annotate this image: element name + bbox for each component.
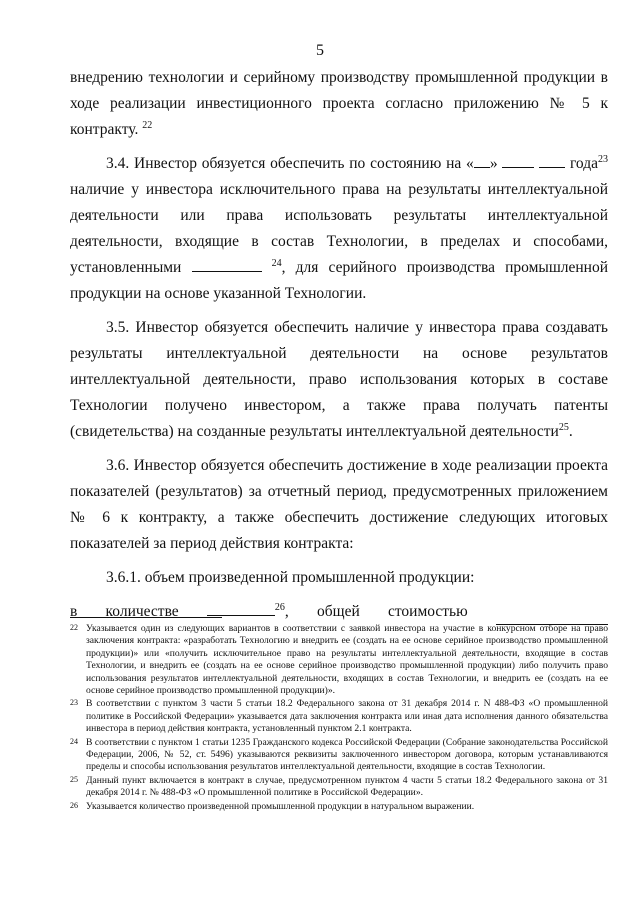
qty-word-kolichestve: количестве — [105, 603, 179, 620]
day-blank — [474, 153, 490, 168]
paragraph-continuation — [70, 65, 608, 143]
footnote-22 — [70, 623, 608, 697]
p35-text: 3.5. Инвестор обязуется обеспечить наличие у инвестора права создавать результаты интеллектуальной деятельности на основе результатов интеллектуальной деятельности, право использования которых в составе Технологии получено инвестором, а также права получать патенты (свидетельства) на созданные результаты интеллектуальной деятельности — [70, 319, 608, 440]
footnote-26 — [70, 801, 608, 813]
footnote-mark: 25 — [70, 774, 78, 784]
footnote-mark: 24 — [70, 736, 78, 746]
footnote-ref-24: 24 — [271, 257, 282, 269]
footnote-separator — [70, 617, 222, 618]
p34-text-d: наличие у инвестора исключительного права на результаты интеллектуальной деятельности или права использовать результаты интеллектуальной деятельности, входящие в состав Технологии, в пределах и способами, установленными — [70, 181, 608, 276]
qty-word-v: в — [70, 603, 78, 620]
paragraph-3-5: 3.5. Инвестор обязуется обеспечить наличие у инвестора права создавать результаты интеллектуальной деятельности на основе результатов интеллектуальной деятельности, право использования которых в составе Технологии получено инвестором, а также права получать патенты (свидетельства) на созданные результаты интеллектуальной деятельности$^{25}$. — [70, 319, 608, 440]
contract-details-blank — [192, 257, 262, 272]
footnote-25 — [70, 775, 608, 800]
footnote-mark: 26 — [70, 800, 78, 810]
footnote-text: В соответствии с пунктом 3 части 5 статьи 18.2 Федерального закона от 31 декабря 2014 г. N 488-ФЗ «О промышленной политике в Российской Федерации» указывается дата заключения контракта или иная дата исполнения данного обязательства инвестора в период действия контракта, установленный пунктом 2.1 контракта. — [86, 698, 608, 735]
qty-word-stoimostyu: стоимостью — [387, 603, 468, 620]
qty-amount-group: $^{26}$, — [207, 599, 289, 625]
footnote-24 — [70, 737, 608, 774]
footnote-text: Указывается количество произведенной промышленной продукции в натуральном выражении. — [86, 800, 475, 812]
qty-word-obshchei: общей — [317, 603, 360, 620]
month-blank — [502, 153, 534, 168]
footnotes — [70, 623, 608, 814]
footnote-ref-23: 23 — [598, 153, 608, 165]
footnote-ref-22: 22 — [142, 119, 153, 131]
footnote-23 — [70, 698, 608, 735]
year-blank — [539, 153, 565, 168]
paragraph-3-6: 3.6. Инвестор обязуется обеспечить достижение в ходе реализации проекта показателей (результатов) за отчетный период, предусмотренных приложением № 6 к контракту, а также обеспечить достижение следующих итоговых показателей за период действия контракта: — [70, 457, 608, 552]
quantity-line — [70, 599, 608, 625]
footnote-text: Данный пункт включается в контракт в случае, предусмотренном пунктом 4 части 5 статьи 18.2 Федерального закона от 31 декабря 2014 г. № 488-ФЗ «О промышленной политике в Российской Федерации». — [86, 774, 608, 799]
continuation-text: внедрению технологии и серийному производству промышленной продукции в ходе реализации инвестиционного проекта согласно приложению № 5 к контракту. — [70, 69, 608, 138]
paragraph-3-6-1: 3.6.1. объем произведенной промышленной продукции: — [106, 569, 475, 586]
p34-text-b: » — [489, 155, 498, 172]
quantity-blank — [207, 601, 275, 616]
paragraph-3-4 — [70, 151, 608, 307]
footnote-ref-26: 26 — [274, 601, 285, 613]
footnote-text: Указывается один из следующих вариантов в соответствии с заявкой инвестора на участие в конкурсном отборе на право заключения контракта: «разработать Технологию и внедрить ее (создать на ее основе серийное производство промышленной продукции)» или «получить исключительное право на результаты интеллектуальной деятельности, входящие в состав Технологии, и внедрить ее (создать на ее основе серийное производство промышленной продукции) либо получить право использования результатов интеллектуальной деятельности, входящих в состав Технологии, и внедрить ее (создать на ее основе серийное производство промышленной продукции)». — [86, 623, 608, 697]
main-text — [70, 65, 608, 625]
p34-text-a: 3.4. Инвестор обязуется обеспечить по состоянию на « — [106, 155, 474, 172]
footnote-ref-25: 25 — [558, 421, 569, 433]
page-number: 5 — [316, 42, 324, 59]
footnote-mark: 23 — [70, 698, 78, 708]
footnote-text: В соответствии с пунктом 1 статьи 1235 Гражданского кодекса Российской Федерации (Собрание законодательства Российской Федерации, 2006, № 52, ст. 5496) указываются реквизиты заключенного инвестором договора, которым устанавливаются пределы и способы использования результатов интеллектуальной деятельности, входящие в состав Технологии. — [86, 736, 608, 773]
footnote-mark: 22 — [70, 623, 78, 632]
p34-text-c: года — [569, 155, 598, 172]
p34-text-e: , для серийного производства промышленной продукции на основе указанной Технологии. — [70, 259, 609, 302]
